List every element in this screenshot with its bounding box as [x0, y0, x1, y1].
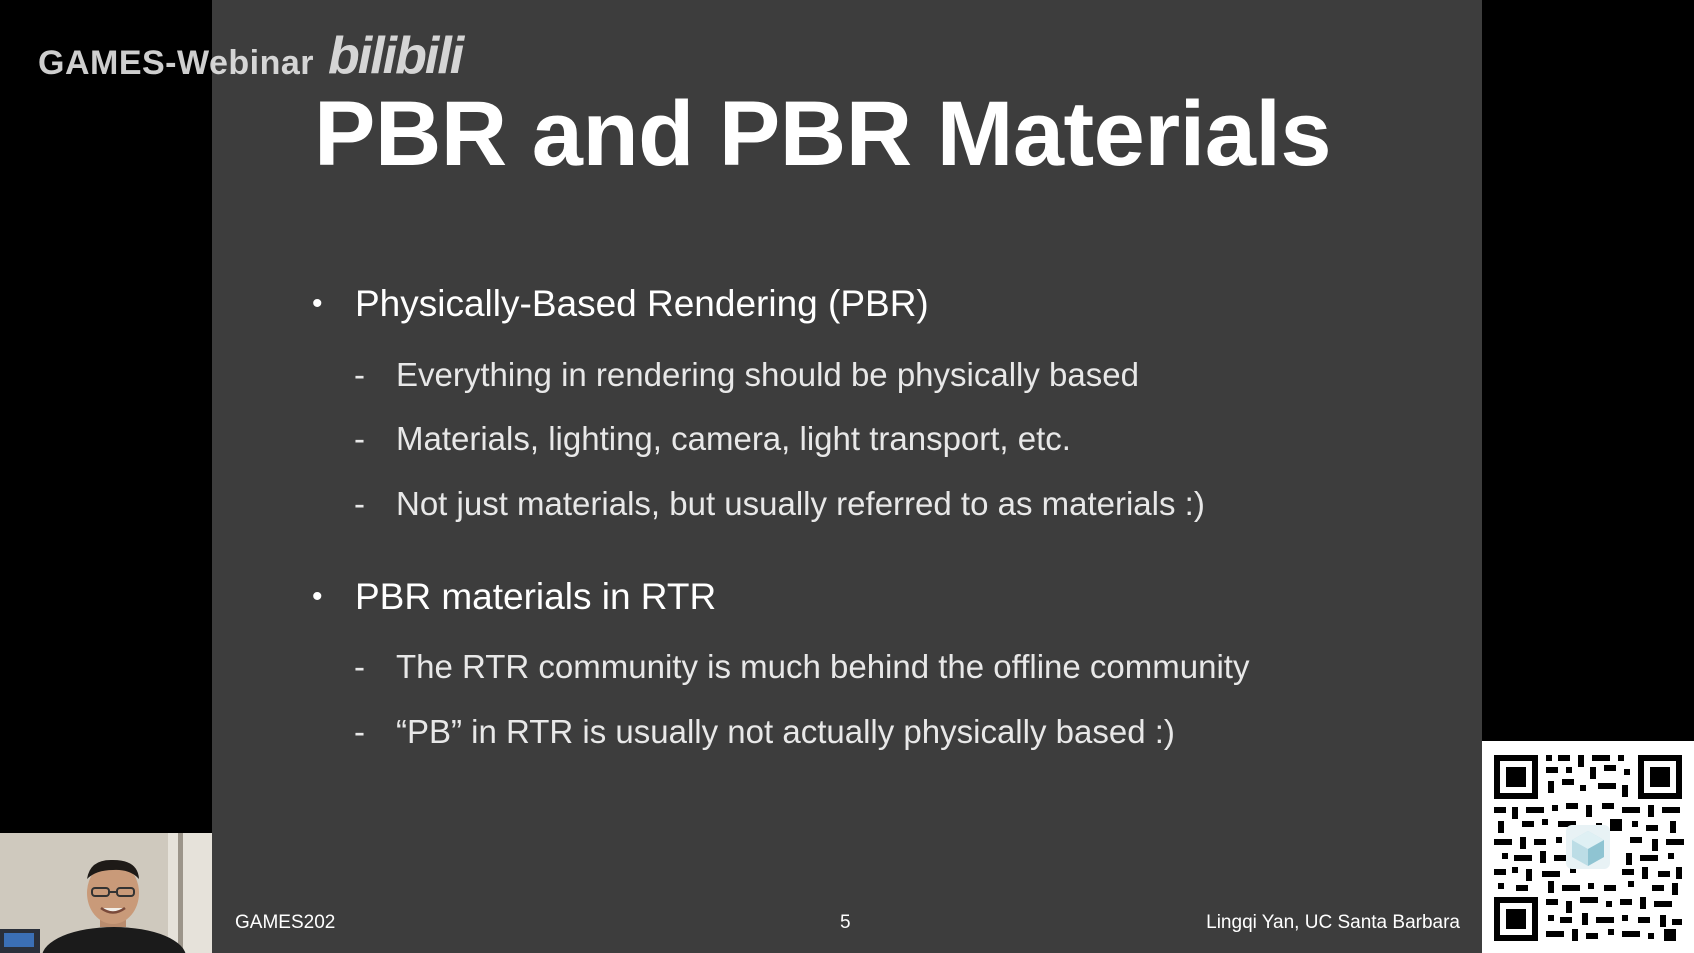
sub-bullet-text: The RTR community is much behind the offline community	[396, 648, 1250, 685]
sub-bullet-marker: -	[354, 648, 365, 685]
slide	[212, 0, 1482, 953]
qr-code-icon	[1482, 741, 1694, 953]
slide-footer-course: GAMES202	[235, 912, 336, 933]
watermark-text: GAMES-Webinar	[38, 44, 315, 82]
slide-footer-author: Lingqi Yan, UC Santa Barbara	[1206, 912, 1460, 933]
slide-page-number: 5	[840, 912, 851, 933]
sub-bullet-text: “PB” in RTR is usually not actually physically based :)	[396, 713, 1175, 750]
slide-title: PBR and PBR Materials	[314, 83, 1332, 185]
sub-bullet-text: Materials, lighting, camera, light transport, etc.	[396, 420, 1071, 457]
sub-bullet-item	[354, 485, 1205, 523]
sub-bullet-marker: -	[354, 420, 365, 457]
channel-watermark	[38, 27, 463, 85]
sub-bullet-text: Not just materials, but usually referred to as materials :)	[396, 485, 1205, 522]
bilibili-logo: bilibili	[328, 27, 463, 85]
sub-bullet-item	[354, 356, 1139, 394]
sub-bullet-text: Everything in rendering should be physically based	[396, 356, 1139, 393]
sub-bullet-marker: -	[354, 485, 365, 522]
presenter-webcam-icon	[0, 833, 212, 953]
sub-bullet-item	[354, 648, 1249, 686]
bullet-marker: •	[312, 287, 323, 320]
bullet-item	[312, 576, 716, 618]
sub-bullet-marker: -	[354, 713, 365, 750]
sub-bullet-item	[354, 713, 1175, 751]
sub-bullet-marker: -	[354, 356, 365, 393]
bullet-marker: •	[312, 580, 323, 613]
bullet-text: Physically-Based Rendering (PBR)	[355, 283, 929, 324]
bullet-item	[312, 283, 929, 325]
bullet-text: PBR materials in RTR	[355, 576, 717, 617]
sub-bullet-item	[354, 420, 1071, 458]
